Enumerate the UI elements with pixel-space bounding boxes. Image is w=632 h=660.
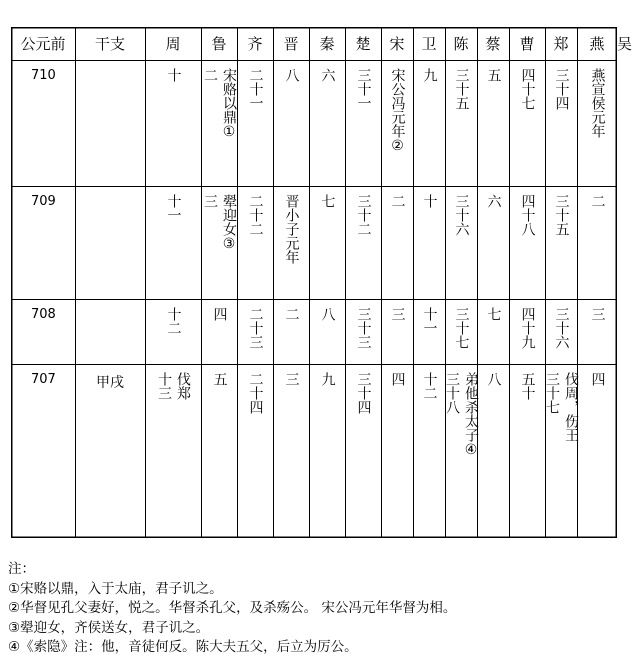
note-3: ③翚迎女，齐侯送女，君子讥之。 bbox=[8, 619, 210, 636]
state-cell bbox=[577, 186, 617, 299]
header-cell: 公元前 bbox=[20, 35, 66, 53]
reign-year-text: 宋公冯元年② bbox=[389, 68, 406, 154]
reign-year-text: 晋小子元年 bbox=[283, 194, 300, 264]
state-cell bbox=[381, 186, 413, 299]
reign-year-text: 三十五 bbox=[453, 68, 470, 110]
state-cell bbox=[509, 364, 545, 538]
reign-year-text: 三十四 bbox=[553, 68, 570, 110]
reign-year-text: 三十三 bbox=[355, 307, 372, 349]
reign-year-text: 三十八 bbox=[444, 372, 460, 414]
reign-year-text: 二 bbox=[589, 194, 606, 208]
notes-section bbox=[8, 560, 624, 658]
state-cell bbox=[509, 299, 545, 364]
reign-year-text: 四 bbox=[211, 307, 228, 321]
chronology-table bbox=[11, 27, 632, 538]
state-cell bbox=[273, 186, 309, 299]
state-cell bbox=[477, 299, 509, 364]
reign-year-text: 十一 bbox=[165, 194, 182, 222]
reign-year-text: 三 bbox=[589, 307, 606, 321]
state-cell bbox=[577, 60, 617, 186]
reign-year-text: 三 bbox=[202, 194, 218, 208]
year-cell: 708 bbox=[31, 307, 56, 322]
state-cell bbox=[273, 299, 309, 364]
state-cell bbox=[345, 364, 381, 538]
state-cell bbox=[345, 186, 381, 299]
reign-year-text: 十一 bbox=[421, 307, 438, 335]
state-cell bbox=[145, 60, 201, 186]
state-cell bbox=[445, 364, 477, 538]
header-cell: 郑 bbox=[553, 35, 569, 53]
reign-year-text: 三十七 bbox=[544, 372, 560, 414]
reign-year-text: 七 bbox=[319, 194, 336, 208]
state-cell bbox=[201, 186, 237, 299]
state-cell bbox=[309, 60, 345, 186]
reign-year-text: 三十五 bbox=[553, 194, 570, 236]
ganzhi-cell bbox=[75, 186, 145, 299]
state-cell bbox=[309, 364, 345, 538]
state-cell bbox=[309, 186, 345, 299]
state-cell bbox=[477, 60, 509, 186]
state-cell bbox=[509, 60, 545, 186]
header-cell: 周 bbox=[165, 35, 181, 53]
note-4: ④《索隐》注：他，音徒何反。陈大夫五父，后立为厉公。 bbox=[8, 639, 358, 655]
state-cell bbox=[577, 299, 617, 364]
reign-year-text: 六 bbox=[319, 68, 336, 82]
ganzhi-cell bbox=[75, 299, 145, 364]
state-cell bbox=[381, 364, 413, 538]
reign-year-text: 二 bbox=[202, 68, 218, 82]
state-cell bbox=[309, 299, 345, 364]
reign-year-text: 四 bbox=[389, 372, 406, 386]
header-cell: 燕 bbox=[589, 35, 605, 53]
state-cell bbox=[201, 299, 237, 364]
header-cell: 齐 bbox=[247, 35, 263, 53]
event-text: 伐周，伤王 bbox=[563, 372, 579, 442]
notes-heading: 注： bbox=[8, 561, 35, 577]
state-cell bbox=[237, 364, 273, 538]
reign-year-text: 二 bbox=[283, 307, 300, 321]
reign-year-text: 五 bbox=[485, 68, 502, 82]
reign-year-text: 二十三 bbox=[247, 307, 264, 349]
reign-year-text: 十二 bbox=[421, 372, 438, 400]
reign-year-text: 十 bbox=[421, 194, 438, 208]
header-cell: 蔡 bbox=[485, 35, 501, 53]
reign-year-text: 三十六 bbox=[553, 307, 570, 349]
year-cell: 710 bbox=[31, 68, 56, 83]
state-cell bbox=[237, 299, 273, 364]
header-cell: 干支 bbox=[94, 35, 125, 53]
note-1: ①宋赂以鼎，入于太庙，君子讥之。 bbox=[8, 580, 223, 597]
reign-year-text: 三十六 bbox=[453, 194, 470, 236]
header-cell: 宋 bbox=[389, 35, 405, 53]
state-cell bbox=[145, 186, 201, 299]
reign-year-text: 五 bbox=[211, 372, 228, 386]
state-cell bbox=[273, 364, 309, 538]
state-cell bbox=[273, 60, 309, 186]
reign-year-text: 三 bbox=[389, 307, 406, 321]
year-cell: 709 bbox=[31, 194, 56, 209]
state-cell bbox=[413, 364, 445, 538]
reign-year-text: 十 bbox=[165, 68, 182, 82]
reign-year-text: 十三 bbox=[156, 372, 172, 400]
state-cell bbox=[577, 364, 617, 538]
state-cell bbox=[545, 364, 577, 538]
header-cell: 鲁 bbox=[211, 35, 227, 53]
ganzhi-cell: 甲戌 bbox=[96, 375, 124, 391]
reign-year-text: 二十四 bbox=[247, 372, 264, 414]
state-cell bbox=[381, 60, 413, 186]
state-cell bbox=[509, 186, 545, 299]
reign-year-text: 燕宣侯元年 bbox=[589, 68, 606, 138]
reign-year-text: 三十七 bbox=[453, 307, 470, 349]
header-cell: 晋 bbox=[283, 35, 299, 53]
state-cell bbox=[545, 60, 577, 186]
note-2: ②华督见孔父妻好，悦之。华督杀孔父，及杀殇公。 宋公冯元年华督为相。 bbox=[8, 600, 457, 616]
event-text: 宋赂以鼎① bbox=[221, 68, 237, 140]
header-cell: 卫 bbox=[421, 35, 437, 53]
reign-year-text: 三十二 bbox=[355, 194, 372, 236]
state-cell bbox=[477, 364, 509, 538]
event-text: 翚迎女③ bbox=[221, 194, 237, 252]
reign-year-text: 八 bbox=[283, 68, 300, 82]
state-cell bbox=[237, 186, 273, 299]
header-cell: 陈 bbox=[453, 35, 469, 53]
header-cell: 曹 bbox=[519, 35, 535, 53]
reign-year-text: 三 bbox=[283, 372, 300, 386]
state-cell bbox=[545, 186, 577, 299]
reign-year-text: 十二 bbox=[165, 307, 182, 335]
state-cell bbox=[237, 60, 273, 186]
state-cell bbox=[413, 186, 445, 299]
header-cell: 楚 bbox=[355, 35, 371, 53]
state-cell bbox=[445, 186, 477, 299]
state-cell bbox=[413, 60, 445, 186]
reign-year-text: 四 bbox=[589, 372, 606, 386]
year-cell: 707 bbox=[31, 372, 56, 387]
state-cell bbox=[445, 299, 477, 364]
state-cell bbox=[145, 364, 201, 538]
ganzhi-cell bbox=[75, 60, 145, 186]
reign-year-text: 四十九 bbox=[519, 307, 536, 349]
state-cell bbox=[445, 60, 477, 186]
reign-year-text: 四十八 bbox=[519, 194, 536, 236]
event-text: 伐郑 bbox=[175, 372, 191, 400]
event-text: 弟他杀太子④ bbox=[463, 372, 479, 458]
state-cell bbox=[345, 60, 381, 186]
header-cell: 吴 bbox=[617, 35, 632, 53]
state-cell bbox=[145, 299, 201, 364]
state-cell bbox=[381, 299, 413, 364]
state-cell bbox=[345, 299, 381, 364]
reign-year-text: 八 bbox=[485, 372, 502, 386]
state-cell bbox=[545, 299, 577, 364]
reign-year-text: 九 bbox=[319, 372, 336, 386]
reign-year-text: 九 bbox=[421, 68, 438, 82]
reign-year-text: 二十二 bbox=[247, 194, 264, 236]
state-cell bbox=[413, 299, 445, 364]
reign-year-text: 五十 bbox=[519, 372, 536, 400]
header-cell: 秦 bbox=[319, 35, 335, 53]
reign-year-text: 六 bbox=[485, 194, 502, 208]
reign-year-text: 二十一 bbox=[247, 68, 264, 110]
reign-year-text: 三十四 bbox=[355, 372, 372, 414]
state-cell bbox=[477, 186, 509, 299]
reign-year-text: 七 bbox=[485, 307, 502, 321]
state-cell bbox=[201, 364, 237, 538]
reign-year-text: 三十一 bbox=[355, 68, 372, 110]
reign-year-text: 八 bbox=[319, 307, 336, 321]
reign-year-text: 二 bbox=[389, 194, 406, 208]
state-cell bbox=[201, 60, 237, 186]
reign-year-text: 四十七 bbox=[519, 68, 536, 110]
